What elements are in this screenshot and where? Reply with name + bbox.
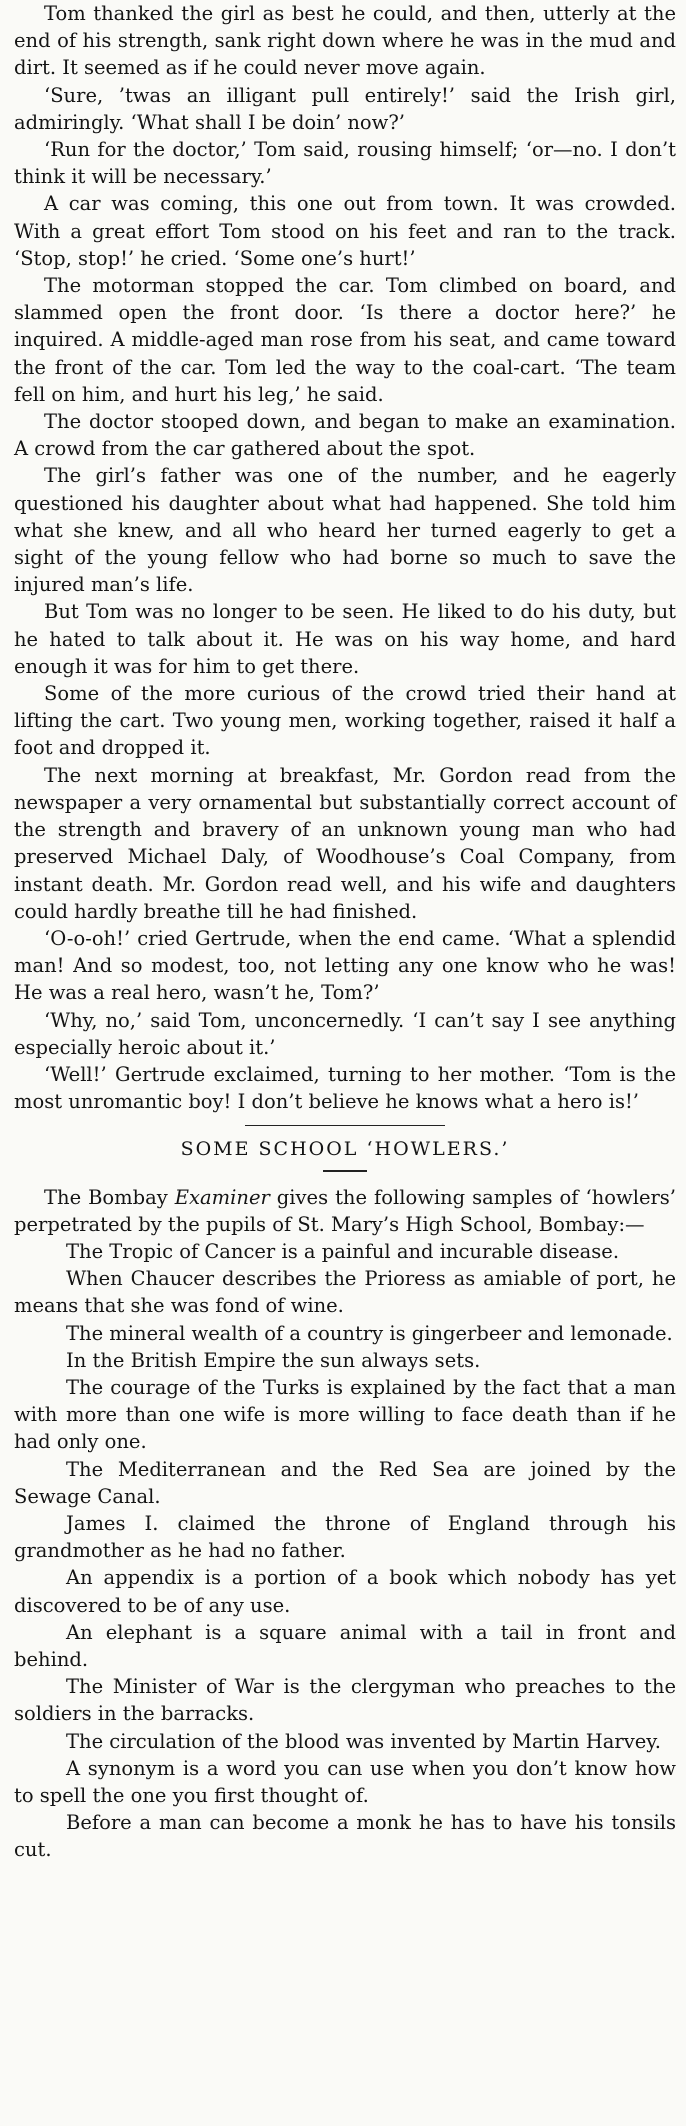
story-paragraph: ‘Sure, ’twas an illigant pull entirely!’ said the Irish girl, admiringly. ‘What shall I be doin’ now?’ <box>14 83 676 134</box>
story-paragraph: ‘Well!’ Gertrude exclaimed, turning to her mother. ‘Tom is the most unromantic boy! I don’t believe he knows what a hero is!’ <box>14 1062 676 1114</box>
story-paragraph: The next morning at breakfast, Mr. Gordon read from the newspaper a very ornamental but substantially correct account of the strength and bravery of an unknown young man who had preserved Michael Daly, of Woodhouse’s Coal Company, from instant death. Mr. Gordon read well, and his wife and daughters could hardly breathe till he had finished. <box>14 763 676 923</box>
howlers-intro <box>14 1184 676 1238</box>
story-paragraph: ‘Why, no,’ said Tom, unconcernedly. ‘I can’t say I see anything especially heroic about it.’ <box>14 1008 676 1059</box>
story-paragraph: The girl’s father was one of the number, and he eagerly questioned his daughter about what had happened. She told him what she knew, and all who heard her turned eagerly to get a sight of the young fellow who had borne so much to save the injured man’s life. <box>14 464 676 597</box>
howler-item: The Mediterranean and the Red Sea are joined by the Sewage Canal. <box>14 1457 676 1508</box>
howler-item: The circulation of the blood was invented by Martin Harvey. <box>66 1729 661 1753</box>
intro-text-after: gives the following samples of ‘howlers’ perpetrated by the pupils of St. Mary’s High School, Bombay:— <box>14 1185 677 1236</box>
howler-item: The courage of the Turks is explained by the fact that a man with more than one wife is more willing to face death than if he had only one. <box>14 1375 676 1454</box>
story-paragraph: ‘Run for the doctor,’ Tom said, rousing himself; ‘or—no. I don’t think it will be necessary.’ <box>14 138 676 189</box>
story-section <box>14 0 676 1115</box>
story-paragraph: Some of the more curious of the crowd tried their hand at lifting the cart. Two young men, working together, raised it half a foot and dropped it. <box>14 682 676 760</box>
story-paragraph: ‘O-o-oh!’ cried Gertrude, when the end came. ‘What a splendid man! And so modest, too, not letting any one know who he was! He was a real hero, wasn’t he, Tom?’ <box>14 926 676 1005</box>
section-title: SOME SCHOOL ‘HOWLERS.’ <box>180 1138 510 1161</box>
howler-item: The mineral wealth of a country is gingerbeer and lemonade. <box>66 1321 673 1345</box>
newspaper-name: Examiner <box>174 1185 270 1209</box>
howler-item: An appendix is a portion of a book which nobody has yet discovered to be of any use. <box>14 1566 676 1617</box>
howler-item: Before a man can become a monk he has to have his tonsils cut. <box>14 1811 676 1862</box>
intro-text-before: The Bombay <box>44 1185 175 1209</box>
title-underline-rule <box>323 1170 367 1172</box>
howler-item: James I. claimed the throne of England through his grandmother as he had no father. <box>14 1511 676 1563</box>
howler-item: An elephant is a square animal with a tail in front and behind. <box>14 1620 676 1671</box>
howler-item: In the British Empire the sun always sets. <box>66 1348 481 1372</box>
howler-item: The Tropic of Cancer is a painful and incurable disease. <box>66 1239 620 1263</box>
story-paragraph: A car was coming, this one out from town. It was crowded. With a great effort Tom stood on his feet and ran to the track. ‘Stop, stop!’ he cried. ‘Some one’s hurt!’ <box>14 192 676 270</box>
section-divider-rule <box>245 1125 445 1126</box>
story-paragraph: Tom thanked the girl as best he could, and then, utterly at the end of his strength, sank right down where he was in the mud and dirt. It seemed as if he could never move again. <box>14 2 676 80</box>
howler-item: A synonym is a word you can use when you don’t know how to spell the one you first thought of. <box>14 1756 676 1807</box>
howlers-section <box>14 1184 676 1864</box>
story-paragraph: But Tom was no longer to be seen. He liked to do his duty, but he hated to talk about it. He was on his way home, and hard enough it was for him to get there. <box>14 600 676 678</box>
howler-item: When Chaucer describes the Prioress as amiable of port, he means that she was fond of wine. <box>14 1267 676 1318</box>
story-paragraph: The motorman stopped the car. Tom climbed on board, and slammed open the front door. ‘Is there a doctor here?’ he inquired. A middle-aged man rose from his seat, and came toward the front of the car. Tom led the way to the coal-cart. ‘The team fell on him, and hurt his leg,’ he said. <box>14 274 676 406</box>
howler-item: The Minister of War is the clergyman who preaches to the soldiers in the barracks. <box>14 1675 676 1726</box>
story-paragraph: The doctor stooped down, and began to make an examination. A crowd from the car gathered about the spot. <box>14 410 676 461</box>
